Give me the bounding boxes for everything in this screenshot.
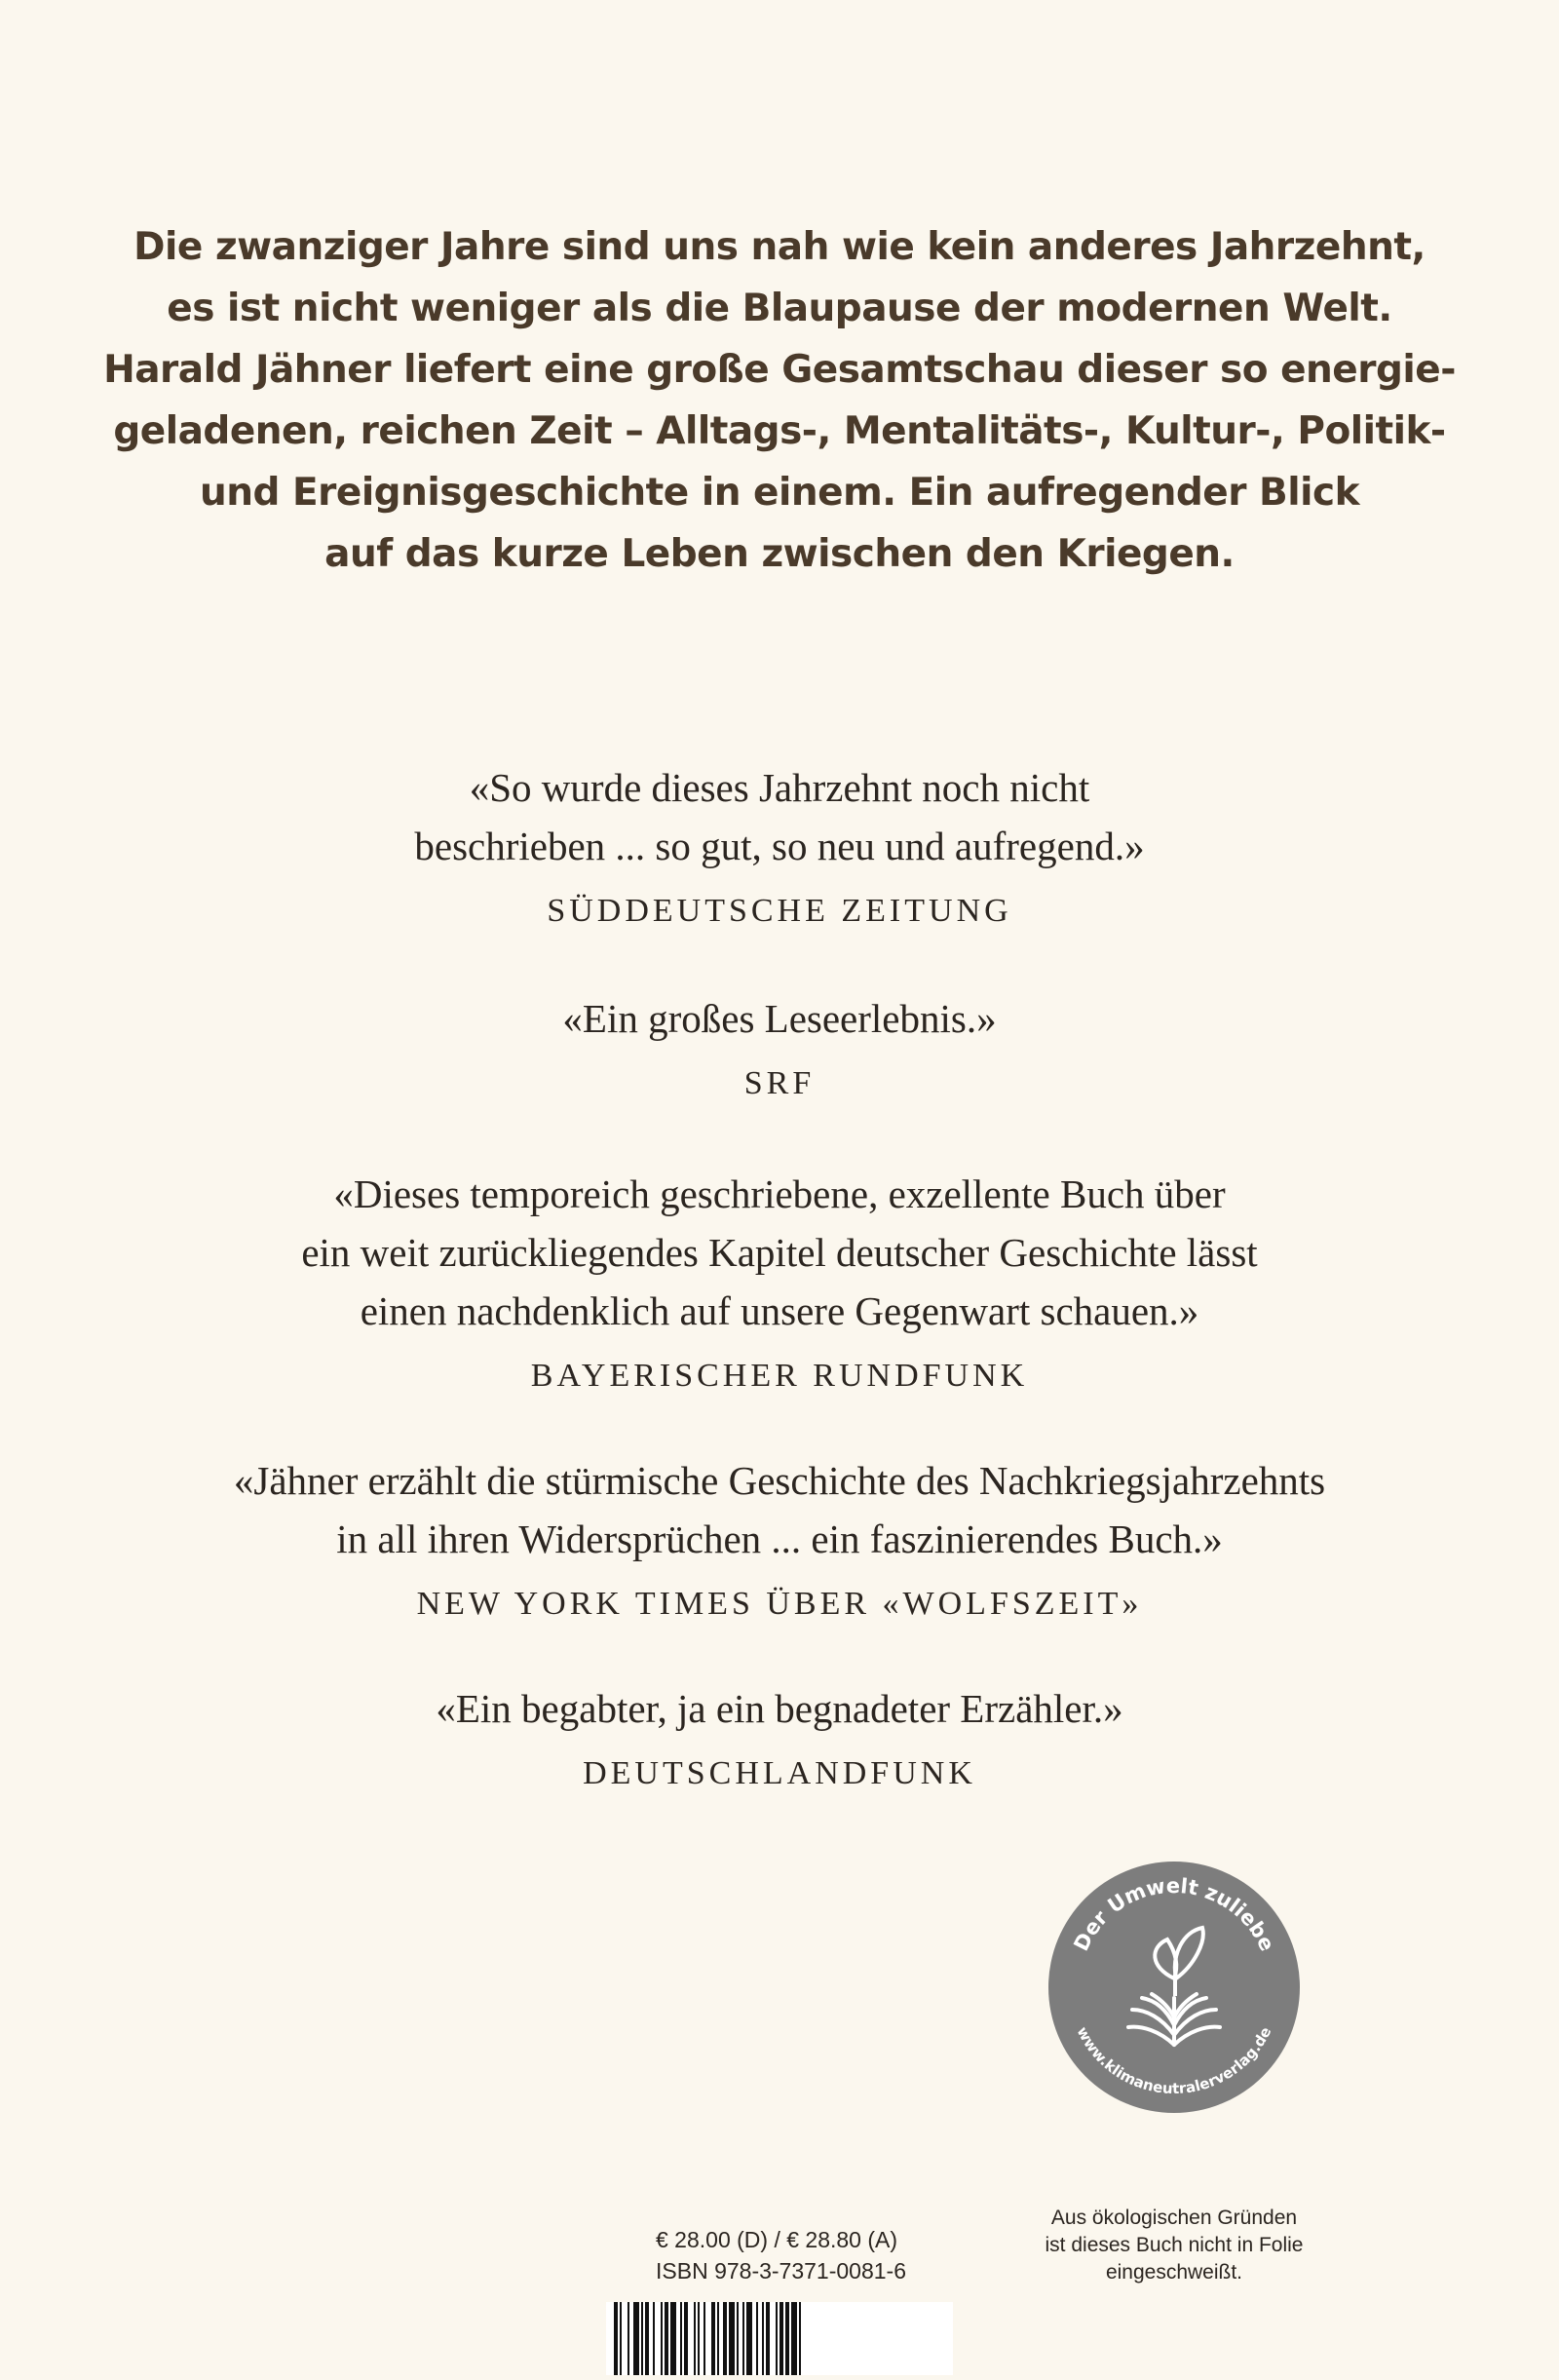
barcode-bar <box>780 2302 783 2375</box>
blurb-line: auf das kurze Leben zwischen den Kriegen. <box>324 532 1235 576</box>
barcode-bar <box>641 2302 643 2375</box>
quote-source: NEW YORK TIMES ÜBER «WOLFSZEIT» <box>416 1586 1143 1622</box>
barcode-bar <box>785 2302 789 2375</box>
eco-note-line: eingeschweißt. <box>1105 2261 1243 2284</box>
quote-line: «Dieses temporeich geschriebene, exzellente Buch über <box>333 1171 1226 1216</box>
barcode-bar <box>791 2302 797 2375</box>
barcode-bar <box>627 2302 629 2375</box>
barcode-bar <box>723 2302 727 2375</box>
eco-note <box>1013 2205 1335 2286</box>
price-line: € 28.00 (D) / € 28.80 (A) <box>656 2227 898 2252</box>
price-info <box>656 2224 906 2286</box>
quote-line: «So wurde dieses Jahrzehnt noch nicht <box>469 765 1090 810</box>
quote-line: «Ein begabter, ja ein begnadeter Erzähler.» <box>436 1686 1123 1731</box>
svg-text:Der Umwelt zuliebe <box>1069 1874 1278 1955</box>
barcode-bar <box>776 2302 778 2375</box>
barcode-bar <box>680 2302 682 2375</box>
blurb-line: und Ereignisgeschichte in einem. Ein aufregender Blick <box>199 471 1360 515</box>
barcode-bar <box>729 2302 735 2375</box>
quote-line: beschrieben ... so gut, so neu und aufregend.» <box>414 824 1145 868</box>
barcode-bars <box>606 2302 953 2375</box>
barcode-bar <box>703 2302 705 2375</box>
barcode-bar <box>670 2302 676 2375</box>
barcode <box>606 2302 953 2375</box>
barcode-bar <box>698 2302 700 2375</box>
review-quote <box>0 758 1559 936</box>
eco-badge <box>1048 1862 1300 2113</box>
quote-line: «Jähner erzählt die stürmische Geschichte des Nachkriegsjahrzehnts <box>233 1458 1326 1503</box>
quote-source: SÜDDEUTSCHE ZEITUNG <box>547 893 1012 929</box>
quote-line: in all ihren Widersprüchen ... ein faszinierendes Buch.» <box>336 1516 1223 1561</box>
barcode-bar <box>756 2302 758 2375</box>
barcode-bar <box>665 2302 668 2375</box>
barcode-bar <box>742 2302 744 2375</box>
barcode-bar <box>645 2302 649 2375</box>
badge-bottom-text: www.klimaneutralerverlag.de <box>1073 2023 1275 2098</box>
barcode-bar <box>694 2302 696 2375</box>
barcode-bar <box>766 2302 770 2375</box>
quote-source: SRF <box>743 1065 816 1101</box>
barcode-bar <box>661 2302 663 2375</box>
blurb-line: Harald Jähner liefert eine große Gesamtschau dieser so energie- <box>103 348 1456 392</box>
review-quote <box>0 1679 1559 1798</box>
review-quote <box>0 1451 1559 1629</box>
blurb-line: es ist nicht weniger als die Blaupause der modernen Welt. <box>167 287 1392 330</box>
barcode-bar <box>737 2302 739 2375</box>
barcode-bar <box>762 2302 764 2375</box>
badge-top-text: Der Umwelt zuliebe <box>1069 1873 1279 1955</box>
barcode-bar <box>711 2302 715 2375</box>
isbn-line: ISBN 978-3-7371-0081-6 <box>656 2258 906 2284</box>
quote-source: BAYERISCHER RUNDFUNK <box>530 1358 1029 1394</box>
review-quotes <box>0 758 1559 1798</box>
leaf-icon <box>1155 1928 1203 1996</box>
blurb-line: geladenen, reichen Zeit – Alltags-, Mentalitäts-, Kultur-, Politik- <box>113 409 1446 453</box>
barcode-bar <box>633 2302 639 2375</box>
barcode-bar <box>746 2302 752 2375</box>
blurb-line: Die zwanziger Jahre sind uns nah wie kein anderes Jahrzehnt, <box>133 225 1426 269</box>
barcode-bar <box>717 2302 719 2375</box>
quote-source: DEUTSCHLANDFUNK <box>583 1755 976 1791</box>
quote-line: einen nachdenklich auf unsere Gegenwart schauen.» <box>360 1288 1199 1333</box>
eco-note-line: ist dieses Buch nicht in Folie <box>1045 2234 1304 2256</box>
barcode-bar <box>620 2302 622 2375</box>
barcode-bar <box>684 2302 688 2375</box>
barcode-bar <box>614 2302 618 2375</box>
eco-badge-graphic <box>1048 1862 1300 2113</box>
quote-line: «Ein großes Leseerlebnis.» <box>562 996 997 1041</box>
review-quote <box>0 989 1559 1108</box>
review-quote <box>0 1165 1559 1401</box>
barcode-bar <box>799 2302 801 2375</box>
eco-note-line: Aus ökologischen Gründen <box>1050 2207 1298 2229</box>
blurb-text <box>0 216 1559 585</box>
quote-line: ein weit zurückliegendes Kapitel deutscher Geschichte lässt <box>301 1230 1258 1275</box>
open-book-icon <box>1128 1994 1220 2045</box>
barcode-bar <box>653 2302 655 2375</box>
